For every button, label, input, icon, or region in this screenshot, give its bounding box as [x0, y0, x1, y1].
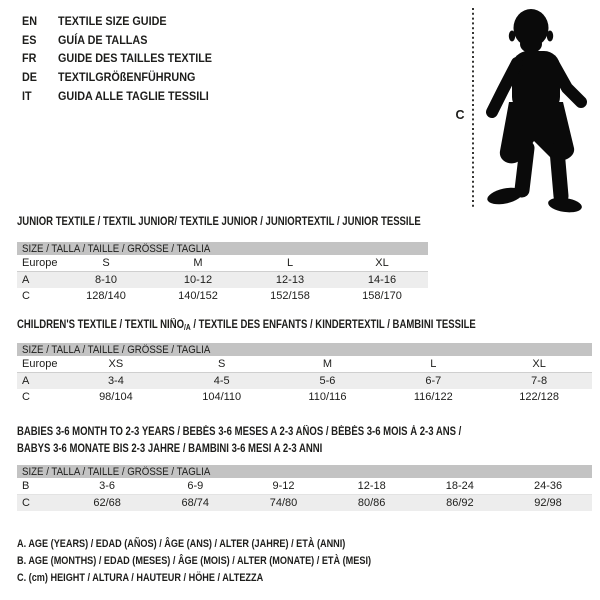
size-header-bar	[17, 343, 592, 356]
size-header-label: SIZE / TALLA / TAILLE / GRÖSSE / TAGLIA	[22, 465, 211, 478]
junior-size-table	[17, 242, 428, 304]
children-title-text: / TEXTILE DES ENFANTS / KINDERTEXTIL / BAMBINI TESSILE	[190, 319, 476, 331]
cell: 14-16	[336, 272, 428, 289]
height-label: C	[455, 108, 465, 122]
cell: 10-12	[152, 272, 244, 289]
lang-title: TEXTILE SIZE GUIDE	[58, 14, 167, 29]
toddler-silhouette-icon	[486, 9, 583, 214]
cell: 24-36	[504, 478, 592, 495]
language-title-list	[22, 12, 233, 105]
cell: 140/152	[178, 290, 218, 302]
cell: 80/86	[328, 495, 416, 512]
table-row-b	[17, 478, 592, 495]
junior-section-title: JUNIOR TEXTILE / TEXTIL JUNIOR/ TEXTILE JUNIOR / JUNIORTEXTIL / JUNIOR TESSILE	[17, 216, 421, 228]
cell: 62/68	[63, 495, 151, 512]
cell: M	[275, 356, 381, 373]
cell: L	[380, 356, 486, 373]
cell: 98/104	[99, 391, 133, 403]
lang-code: ES	[22, 32, 37, 47]
row-label: B	[17, 478, 63, 495]
cell: 5-6	[275, 373, 381, 390]
size-header-bar	[17, 465, 592, 478]
table-row-c	[17, 389, 592, 405]
table-row-a	[17, 373, 592, 390]
cell: XS	[63, 356, 169, 373]
table-row-europe	[17, 255, 428, 272]
cell: 9-12	[239, 478, 327, 495]
babies-title-line2: BABYS 3-6 MONATE BIS 2-3 JAHRE / BAMBINI 3-6 MESI A 2-3 ANNI	[17, 442, 323, 455]
cell: 18-24	[416, 478, 504, 495]
size-header-bar	[17, 242, 428, 255]
cell: 3-6	[63, 478, 151, 495]
cell: 6-7	[380, 373, 486, 390]
cell: 92/98	[504, 495, 592, 512]
table-row-europe	[17, 356, 592, 373]
lang-code: FR	[22, 51, 37, 66]
lang-row-es	[22, 31, 212, 50]
row-label: Europe	[17, 255, 60, 272]
cell: XL	[486, 356, 592, 373]
row-label: C	[22, 290, 30, 302]
cell: 158/170	[362, 290, 402, 302]
lang-title: GUIDE DES TAILLES TEXTILE	[58, 51, 213, 66]
lang-code: EN	[22, 14, 38, 29]
cell: XL	[336, 255, 428, 272]
babies-title-line1: BABIES 3-6 MONTH TO 2-3 YEARS / BEBÉS 3-6 MESES A 2-3 AÑOS / BÉBÉS 3-6 MOIS À 2-3 ANS /	[17, 426, 462, 438]
lang-row-it	[22, 86, 212, 105]
cell: 116/122	[413, 391, 453, 403]
children-title-subscript: /A	[184, 323, 191, 332]
cell: 128/140	[86, 290, 126, 302]
row-label: A	[17, 373, 63, 390]
lang-row-de	[22, 68, 212, 87]
cell: 86/92	[416, 495, 504, 512]
cell: 7-8	[486, 373, 592, 390]
babies-size-table	[17, 465, 592, 511]
lang-title: TEXTILGRÖßENFÜHRUNG	[58, 70, 196, 85]
row-label: C	[17, 495, 63, 512]
table-row-c	[17, 495, 592, 512]
table-row-c	[17, 288, 428, 304]
size-header-label: SIZE / TALLA / TAILLE / GRÖSSE / TAGLIA	[22, 242, 211, 255]
lang-row-en	[22, 12, 212, 31]
cell: 68/74	[151, 495, 239, 512]
children-size-table	[17, 343, 592, 405]
cell: S	[60, 255, 152, 272]
row-label: A	[17, 272, 60, 289]
lang-title: GUÍA DE TALLAS	[58, 32, 148, 47]
legend-line-c: C. (cm) HEIGHT / ALTURA / HAUTEUR / HÖHE / ALTEZZA	[17, 572, 264, 584]
row-label: Europe	[17, 356, 63, 373]
children-title-text: CHILDREN'S TEXTILE / TEXTIL NIÑO	[17, 319, 185, 331]
table-row-a	[17, 272, 428, 289]
legend-line-b: B. AGE (MONTHS) / EDAD (MESES) / ÂGE (MOIS) / ALTER (MONATE) / ETÀ (MESI)	[17, 555, 372, 567]
cell: 74/80	[239, 495, 327, 512]
size-header-label: SIZE / TALLA / TAILLE / GRÖSSE / TAGLIA	[22, 343, 211, 356]
lang-title: GUIDA ALLE TAGLIE TESSILI	[58, 88, 209, 103]
measurement-legend	[17, 536, 371, 587]
cell: 12-18	[328, 478, 416, 495]
height-figure	[445, 0, 600, 215]
cell: 152/158	[270, 290, 310, 302]
cell: 3-4	[63, 373, 169, 390]
row-label: C	[22, 391, 30, 403]
cell: 8-10	[60, 272, 152, 289]
cell: 104/110	[202, 391, 242, 403]
cell: 122/128	[519, 391, 559, 403]
children-section-title	[17, 317, 476, 337]
cell: 110/116	[308, 391, 347, 403]
lang-code: IT	[22, 88, 32, 103]
cell: 12-13	[244, 272, 336, 289]
cell: S	[169, 356, 275, 373]
cell: M	[152, 255, 244, 272]
babies-section-title	[17, 424, 461, 457]
cell: L	[244, 255, 336, 272]
cell: 6-9	[151, 478, 239, 495]
lang-row-fr	[22, 49, 212, 68]
cell: 4-5	[169, 373, 275, 390]
lang-code: DE	[22, 70, 38, 85]
legend-line-a: A. AGE (YEARS) / EDAD (AÑOS) / ÂGE (ANS) / ALTER (JAHRE) / ETÀ (ANNI)	[17, 538, 346, 550]
